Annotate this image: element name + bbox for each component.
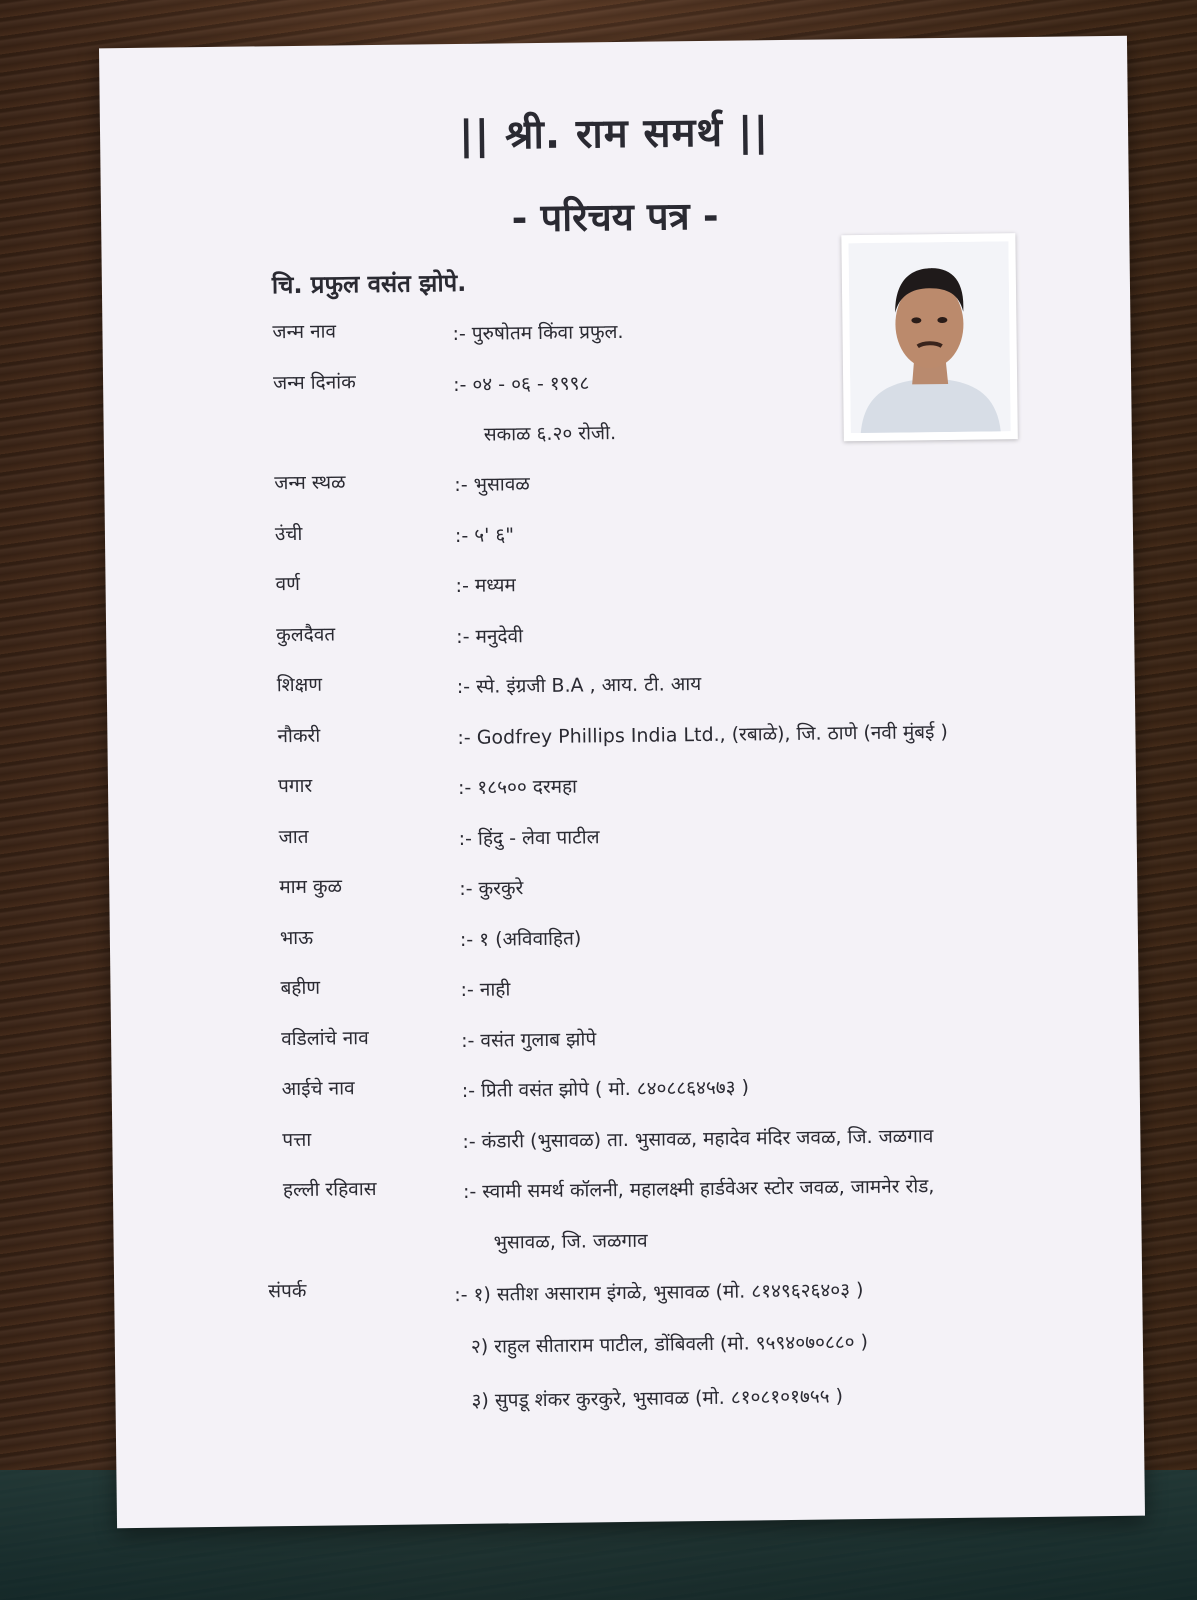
detail-label: जात [278,825,309,848]
detail-label: जन्म नाव [272,320,337,344]
detail-value: :- मनुदेवी [456,624,524,648]
contact-entry: :- १) सतीश असाराम इंगळे, भुसावळ (मो. ८१४९६२६४०३ ) [454,1278,864,1306]
detail-value: :- Godfrey Phillips India Ltd., (रबाळे), जि. ठाणे (नवी मुंबई ) [457,720,948,749]
detail-label: जन्म दिनांक [272,370,356,394]
detail-value: :- १८५०० दरमहा [457,775,578,800]
detail-value: :- स्वामी समर्थ कॉलनी, महालक्ष्मी हार्डवेअर स्टोर जवळ, जामनेर रोड, [462,1175,935,1203]
detail-value: :- हिंदु - लेवा पाटील [458,825,600,850]
detail-label: हल्ली रहिवास [282,1178,377,1202]
detail-value: :- भुसावळ [454,473,530,497]
detail-value: :- ०४ - ०६ - १९९८ [452,371,590,396]
page-subtitle: - परिचय पत्र - [511,193,719,241]
detail-value: :- कंडारी (भुसावळ) ता. भुसावळ, महादेव मंदिर जवळ, जि. जळगाव [462,1124,934,1153]
detail-value: :- पुरुषोतम किंवा प्रफुल. [452,320,624,346]
contact-label: संपर्क [268,1279,307,1302]
detail-label: पगार [277,774,313,798]
detail-label: बहीण [280,976,321,1000]
birth-time: सकाळ ६.२० रोजी. [483,422,617,446]
detail-value: :- स्पे. इंग्रजी B.A , आय. टी. आय [456,673,702,699]
detail-label: नौकरी [277,724,321,747]
contact-entry: २) राहुल सीताराम पाटील, डोंबिवली (मो. ९५९४०७०८८० ) [470,1330,869,1358]
detail-label: उंची [274,522,303,545]
detail-label: कुलदैवत [276,622,336,646]
detail-label: भाऊ [279,926,314,949]
detail-value: :- वसंत गुलाब झोपे [461,1027,597,1052]
detail-label: पत्ता [282,1128,312,1151]
detail-value: :- प्रिती वसंत झोपे ( मो. ८४०८८६४५७३ ) [461,1076,750,1102]
detail-value: :- मध्यम [455,574,516,598]
detail-value: :- नाही [460,978,511,1001]
candidate-name: चि. प्रफुल वसंत झोपे. [271,268,467,300]
detail-label: वडिलांचे नाव [280,1026,369,1050]
contact-row [265,1375,1106,1439]
page-title: || श्री. राम समर्थ || [458,109,770,159]
detail-value: :- ५' ६" [454,523,515,547]
detail-value: :- १ (अविवाहित) [459,927,582,951]
biodata-sheet [99,36,1145,1528]
detail-label: शिक्षण [276,673,323,697]
contact-entry: ३) सुपडू शंकर कुरकुरे, भुसावळ (मो. ८१०८१०१७५५ ) [471,1384,844,1412]
detail-label: माम कुळ [279,875,343,899]
detail-label: जन्म स्थळ [274,471,346,495]
detail-label: आईचे नाव [281,1077,355,1101]
details-list [252,308,1106,1439]
residence-continuation: भुसावळ, जि. जळगाव [493,1229,648,1254]
detail-label: वर्ण [275,572,301,596]
detail-value: :- कुरकुरे [459,877,524,900]
